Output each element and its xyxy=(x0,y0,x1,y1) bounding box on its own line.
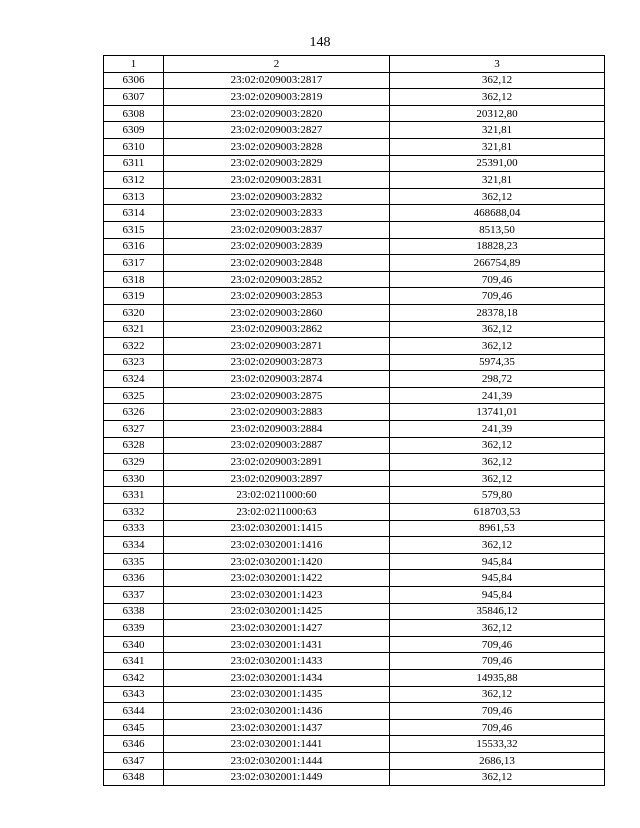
table-row xyxy=(104,421,605,438)
value-cell: 20312,80 xyxy=(390,105,605,122)
cadastral-number-cell: 23:02:0209003:2817 xyxy=(164,72,390,89)
row-number-cell: 6315 xyxy=(104,221,164,238)
table-row xyxy=(104,620,605,637)
table-row xyxy=(104,354,605,371)
value-cell: 362,12 xyxy=(390,537,605,554)
value-cell: 15533,32 xyxy=(390,736,605,753)
cadastral-number-cell: 23:02:0209003:2827 xyxy=(164,122,390,139)
row-number-cell: 6314 xyxy=(104,205,164,222)
cadastral-number-cell: 23:02:0209003:2891 xyxy=(164,454,390,471)
cadastral-number-cell: 23:02:0209003:2820 xyxy=(164,105,390,122)
cadastral-number-cell: 23:02:0209003:2829 xyxy=(164,155,390,172)
table-row xyxy=(104,553,605,570)
table-row xyxy=(104,138,605,155)
table-row xyxy=(104,105,605,122)
cadastral-number-cell: 23:02:0209003:2897 xyxy=(164,470,390,487)
row-number-cell: 6312 xyxy=(104,172,164,189)
value-cell: 362,12 xyxy=(390,769,605,786)
row-number-cell: 6329 xyxy=(104,454,164,471)
cadastral-number-cell: 23:02:0209003:2852 xyxy=(164,271,390,288)
row-number-cell: 6309 xyxy=(104,122,164,139)
value-cell: 35846,12 xyxy=(390,603,605,620)
table-row xyxy=(104,205,605,222)
row-number-cell: 6316 xyxy=(104,238,164,255)
table-row xyxy=(104,188,605,205)
table-row xyxy=(104,719,605,736)
table-row xyxy=(104,454,605,471)
page-number: 148 xyxy=(309,35,331,50)
cadastral-number-cell: 23:02:0211000:63 xyxy=(164,504,390,521)
row-number-cell: 6342 xyxy=(104,669,164,686)
cadastral-number-cell: 23:02:0209003:2853 xyxy=(164,288,390,305)
cadastral-number-cell: 23:02:0209003:2831 xyxy=(164,172,390,189)
table-row xyxy=(104,338,605,355)
table-row xyxy=(104,304,605,321)
value-cell: 321,81 xyxy=(390,122,605,139)
row-number-cell: 6327 xyxy=(104,421,164,438)
table-row xyxy=(104,470,605,487)
table-row xyxy=(104,271,605,288)
cadastral-number-cell: 23:02:0302001:1441 xyxy=(164,736,390,753)
value-cell: 241,39 xyxy=(390,387,605,404)
column-header: 1 xyxy=(104,56,164,73)
row-number-cell: 6319 xyxy=(104,288,164,305)
cadastral-number-cell: 23:02:0302001:1420 xyxy=(164,553,390,570)
row-number-cell: 6347 xyxy=(104,752,164,769)
value-cell: 362,12 xyxy=(390,454,605,471)
table-row xyxy=(104,636,605,653)
table-row xyxy=(104,387,605,404)
table-row xyxy=(104,520,605,537)
cadastral-number-cell: 23:02:0209003:2887 xyxy=(164,437,390,454)
table-row xyxy=(104,752,605,769)
cadastral-number-cell: 23:02:0302001:1422 xyxy=(164,570,390,587)
table-row xyxy=(104,72,605,89)
cadastral-number-cell: 23:02:0209003:2884 xyxy=(164,421,390,438)
row-number-cell: 6348 xyxy=(104,769,164,786)
table-row xyxy=(104,221,605,238)
cadastral-number-cell: 23:02:0209003:2875 xyxy=(164,387,390,404)
value-cell: 362,12 xyxy=(390,89,605,106)
table-row xyxy=(104,587,605,604)
row-number-cell: 6334 xyxy=(104,537,164,554)
value-cell: 298,72 xyxy=(390,371,605,388)
value-cell: 945,84 xyxy=(390,587,605,604)
row-number-cell: 6328 xyxy=(104,437,164,454)
table-row xyxy=(104,321,605,338)
value-cell: 362,12 xyxy=(390,437,605,454)
row-number-cell: 6326 xyxy=(104,404,164,421)
row-number-cell: 6333 xyxy=(104,520,164,537)
cadastral-number-cell: 23:02:0302001:1433 xyxy=(164,653,390,670)
value-cell: 266754,89 xyxy=(390,255,605,272)
cadastral-number-cell: 23:02:0209003:2828 xyxy=(164,138,390,155)
row-number-cell: 6318 xyxy=(104,271,164,288)
value-cell: 362,12 xyxy=(390,686,605,703)
value-cell: 468688,04 xyxy=(390,205,605,222)
data-table xyxy=(103,55,605,786)
cadastral-number-cell: 23:02:0209003:2839 xyxy=(164,238,390,255)
cadastral-number-cell: 23:02:0211000:60 xyxy=(164,487,390,504)
value-cell: 709,46 xyxy=(390,271,605,288)
row-number-cell: 6310 xyxy=(104,138,164,155)
cadastral-number-cell: 23:02:0302001:1434 xyxy=(164,669,390,686)
cadastral-number-cell: 23:02:0209003:2832 xyxy=(164,188,390,205)
value-cell: 28378,18 xyxy=(390,304,605,321)
value-cell: 8961,53 xyxy=(390,520,605,537)
cadastral-number-cell: 23:02:0302001:1437 xyxy=(164,719,390,736)
value-cell: 709,46 xyxy=(390,703,605,720)
value-cell: 321,81 xyxy=(390,138,605,155)
row-number-cell: 6325 xyxy=(104,387,164,404)
row-number-cell: 6344 xyxy=(104,703,164,720)
row-number-cell: 6345 xyxy=(104,719,164,736)
row-number-cell: 6338 xyxy=(104,603,164,620)
cadastral-number-cell: 23:02:0209003:2874 xyxy=(164,371,390,388)
table-body xyxy=(104,72,605,786)
row-number-cell: 6313 xyxy=(104,188,164,205)
value-cell: 709,46 xyxy=(390,719,605,736)
value-cell: 709,46 xyxy=(390,636,605,653)
value-cell: 241,39 xyxy=(390,421,605,438)
value-cell: 709,46 xyxy=(390,653,605,670)
table-row xyxy=(104,736,605,753)
row-number-cell: 6322 xyxy=(104,338,164,355)
cadastral-number-cell: 23:02:0302001:1425 xyxy=(164,603,390,620)
table-row xyxy=(104,404,605,421)
cadastral-number-cell: 23:02:0209003:2862 xyxy=(164,321,390,338)
row-number-cell: 6306 xyxy=(104,72,164,89)
value-cell: 945,84 xyxy=(390,570,605,587)
row-number-cell: 6343 xyxy=(104,686,164,703)
value-cell: 18828,23 xyxy=(390,238,605,255)
cadastral-number-cell: 23:02:0302001:1423 xyxy=(164,587,390,604)
value-cell: 618703,53 xyxy=(390,504,605,521)
row-number-cell: 6311 xyxy=(104,155,164,172)
cadastral-number-cell: 23:02:0302001:1415 xyxy=(164,520,390,537)
row-number-cell: 6330 xyxy=(104,470,164,487)
table-row xyxy=(104,769,605,786)
table-row xyxy=(104,570,605,587)
table-row xyxy=(104,371,605,388)
value-cell: 362,12 xyxy=(390,188,605,205)
column-header: 2 xyxy=(164,56,390,73)
table-row xyxy=(104,537,605,554)
table-row xyxy=(104,89,605,106)
row-number-cell: 6332 xyxy=(104,504,164,521)
value-cell: 2686,13 xyxy=(390,752,605,769)
table-row xyxy=(104,255,605,272)
table-row xyxy=(104,653,605,670)
value-cell: 362,12 xyxy=(390,620,605,637)
row-number-cell: 6308 xyxy=(104,105,164,122)
header-row xyxy=(104,56,605,73)
value-cell: 25391,00 xyxy=(390,155,605,172)
row-number-cell: 6331 xyxy=(104,487,164,504)
table-row xyxy=(104,122,605,139)
row-number-cell: 6321 xyxy=(104,321,164,338)
row-number-cell: 6337 xyxy=(104,587,164,604)
cadastral-number-cell: 23:02:0302001:1444 xyxy=(164,752,390,769)
cadastral-number-cell: 23:02:0302001:1427 xyxy=(164,620,390,637)
value-cell: 14935,88 xyxy=(390,669,605,686)
value-cell: 579,80 xyxy=(390,487,605,504)
table-row xyxy=(104,487,605,504)
cadastral-number-cell: 23:02:0209003:2848 xyxy=(164,255,390,272)
row-number-cell: 6335 xyxy=(104,553,164,570)
row-number-cell: 6339 xyxy=(104,620,164,637)
row-number-cell: 6323 xyxy=(104,354,164,371)
value-cell: 13741,01 xyxy=(390,404,605,421)
cadastral-number-cell: 23:02:0209003:2860 xyxy=(164,304,390,321)
value-cell: 362,12 xyxy=(390,72,605,89)
table-row xyxy=(104,437,605,454)
value-cell: 8513,50 xyxy=(390,221,605,238)
cadastral-number-cell: 23:02:0302001:1431 xyxy=(164,636,390,653)
row-number-cell: 6324 xyxy=(104,371,164,388)
value-cell: 709,46 xyxy=(390,288,605,305)
table-row xyxy=(104,288,605,305)
row-number-cell: 6341 xyxy=(104,653,164,670)
table-row xyxy=(104,703,605,720)
table-row xyxy=(104,603,605,620)
table-row xyxy=(104,238,605,255)
cadastral-number-cell: 23:02:0209003:2837 xyxy=(164,221,390,238)
cadastral-number-cell: 23:02:0302001:1436 xyxy=(164,703,390,720)
value-cell: 362,12 xyxy=(390,338,605,355)
table-row xyxy=(104,155,605,172)
value-cell: 5974,35 xyxy=(390,354,605,371)
cadastral-number-cell: 23:02:0302001:1449 xyxy=(164,769,390,786)
row-number-cell: 6340 xyxy=(104,636,164,653)
table-row xyxy=(104,669,605,686)
cadastral-number-cell: 23:02:0209003:2819 xyxy=(164,89,390,106)
cadastral-number-cell: 23:02:0302001:1435 xyxy=(164,686,390,703)
cadastral-number-cell: 23:02:0302001:1416 xyxy=(164,537,390,554)
row-number-cell: 6307 xyxy=(104,89,164,106)
table-row xyxy=(104,686,605,703)
value-cell: 945,84 xyxy=(390,553,605,570)
cadastral-number-cell: 23:02:0209003:2833 xyxy=(164,205,390,222)
cadastral-number-cell: 23:02:0209003:2873 xyxy=(164,354,390,371)
row-number-cell: 6317 xyxy=(104,255,164,272)
row-number-cell: 6320 xyxy=(104,304,164,321)
value-cell: 362,12 xyxy=(390,321,605,338)
value-cell: 321,81 xyxy=(390,172,605,189)
row-number-cell: 6346 xyxy=(104,736,164,753)
row-number-cell: 6336 xyxy=(104,570,164,587)
table-row xyxy=(104,172,605,189)
cadastral-number-cell: 23:02:0209003:2871 xyxy=(164,338,390,355)
table-row xyxy=(104,504,605,521)
column-header: 3 xyxy=(390,56,605,73)
cadastral-number-cell: 23:02:0209003:2883 xyxy=(164,404,390,421)
value-cell: 362,12 xyxy=(390,470,605,487)
